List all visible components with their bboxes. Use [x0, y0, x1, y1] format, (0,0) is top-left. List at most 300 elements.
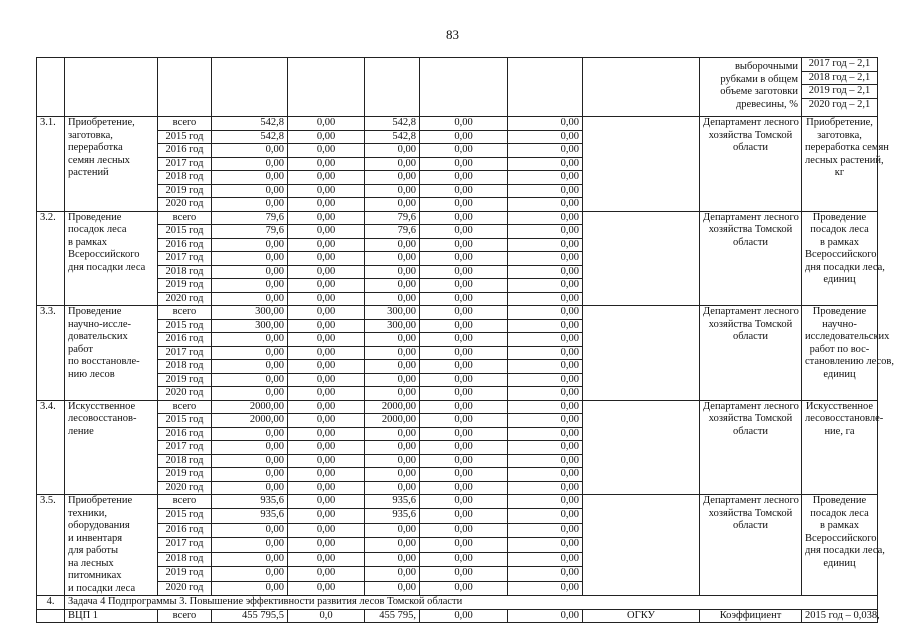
indicator-line: лесных растений,: [805, 154, 884, 166]
section-name-line: посадок леса: [68, 224, 127, 235]
federal-cell: 0,00: [288, 144, 365, 158]
section-name: [65, 306, 158, 401]
total-cell: 0,00: [212, 427, 288, 441]
section-name-line: Проведение: [68, 211, 122, 223]
other-cell: 0,00: [508, 144, 583, 158]
task-row: [37, 596, 878, 610]
regional-cell: 0,00: [365, 157, 420, 171]
total-cell: 300,00: [212, 306, 288, 320]
federal-cell: 0,00: [288, 538, 365, 552]
other-cell: 0,00: [508, 198, 583, 212]
section-name-line: техники,: [68, 507, 107, 519]
local-cell: 0,00: [420, 225, 508, 239]
total-cell: 0,00: [212, 238, 288, 252]
period-cell: 2016 год: [158, 144, 212, 158]
section-name-line: Искусственное: [68, 400, 136, 412]
total-cell: 0,00: [212, 468, 288, 482]
total-cell: 0,00: [212, 360, 288, 374]
executor-line: Департамент лесного: [703, 211, 799, 223]
total-cell: 0,00: [212, 198, 288, 212]
empty-cell: [158, 58, 212, 117]
local-cell: 0,00: [420, 252, 508, 266]
empty-cell: [583, 400, 700, 495]
regional-cell: 0,00: [365, 523, 420, 537]
other-cell: 0,00: [508, 567, 583, 581]
other-cell: 0,00: [508, 306, 583, 320]
total-cell: 2000,00: [212, 414, 288, 428]
regional-cell: 79,6: [365, 225, 420, 239]
local-cell: 0,00: [420, 184, 508, 198]
period-cell: 2020 год: [158, 481, 212, 495]
target-value: 2017 год – 2,1: [802, 58, 877, 72]
executor-line: области: [732, 425, 769, 437]
federal-cell: 0,00: [288, 427, 365, 441]
local-cell: 0,00: [420, 387, 508, 401]
federal-cell: 0,00: [288, 567, 365, 581]
local-cell: 0,00: [420, 414, 508, 428]
period-cell: 2019 год: [158, 468, 212, 482]
total-cell: 0,00: [212, 292, 288, 306]
total-cell: 0,00: [212, 184, 288, 198]
other-cell: 0,00: [508, 225, 583, 239]
federal-cell: 0,00: [288, 238, 365, 252]
federal-cell: 0,00: [288, 117, 365, 131]
section-name-line: Приобретение,: [68, 117, 135, 128]
total-cell: 79,6: [212, 225, 288, 239]
indicator-line: единиц: [823, 557, 856, 569]
federal-cell: 0,00: [288, 292, 365, 306]
indicator-line: Всероссийского: [805, 532, 877, 544]
period-cell: всего: [158, 400, 212, 414]
target-value: 2015 год – 0,038,: [802, 609, 878, 623]
period-cell: 2016 год: [158, 238, 212, 252]
section-name-line: работ: [68, 343, 93, 355]
indicator-line: дня посадки леса,: [805, 545, 885, 556]
other-cell: 0,00: [508, 468, 583, 482]
local-cell: 0,00: [420, 567, 508, 581]
empty-cell: [583, 117, 700, 212]
other-cell: 0,00: [508, 441, 583, 455]
indicator-line: исследовательских: [805, 331, 890, 342]
local-cell: 0,00: [420, 265, 508, 279]
period-cell: 2018 год: [158, 360, 212, 374]
total-cell: 0,00: [212, 552, 288, 566]
federal-cell: 0,00: [288, 523, 365, 537]
period-cell: всего: [158, 306, 212, 320]
empty-cell: [288, 58, 365, 117]
local-cell: 0,00: [420, 552, 508, 566]
indicator-cell: [802, 306, 894, 401]
table-row: [37, 609, 878, 623]
other-cell: 0,00: [508, 523, 583, 537]
federal-cell: 0,00: [288, 509, 365, 523]
federal-cell: 0,00: [288, 333, 365, 347]
period-cell: 2017 год: [158, 157, 212, 171]
local-cell: 0,00: [420, 360, 508, 374]
federal-cell: 0,00: [288, 252, 365, 266]
local-cell: 0,00: [420, 211, 508, 225]
regional-cell: 2000,00: [365, 414, 420, 428]
federal-cell: 0,00: [288, 581, 365, 595]
regional-cell: 0,00: [365, 481, 420, 495]
indicator-line: становлению лесов,: [805, 356, 894, 367]
regional-cell: 0,00: [365, 265, 420, 279]
total-cell: 0,00: [212, 346, 288, 360]
executor-line: хозяйства Томской: [708, 318, 793, 330]
other-cell: 0,00: [508, 292, 583, 306]
local-cell: 0,00: [420, 468, 508, 482]
federal-cell: 0,00: [288, 360, 365, 374]
section-name-line: Приобретение: [68, 495, 133, 506]
regional-cell: 0,00: [365, 441, 420, 455]
indicator-cell: [802, 495, 885, 596]
program-name: ВЦП 1: [65, 609, 158, 623]
indicator-line: научно-: [822, 318, 857, 330]
federal-cell: 0,00: [288, 306, 365, 320]
regional-cell: 542,8: [365, 117, 420, 131]
table-row: [37, 117, 878, 131]
indicator-line: Всероссийского: [805, 249, 877, 260]
indicator-line: заготовка,: [817, 129, 862, 141]
total-cell: 935,6: [212, 495, 288, 509]
federal-cell: 0,00: [288, 414, 365, 428]
empty-cell: [365, 58, 420, 117]
regional-cell: 0,00: [365, 346, 420, 360]
section-name-line: дня посадки леса: [68, 261, 146, 273]
indicator-line: Искусственное: [805, 400, 874, 412]
federal-cell: 0,00: [288, 198, 365, 212]
executor-line: хозяйства Томской: [708, 129, 793, 141]
local-cell: 0,00: [420, 130, 508, 144]
regional-cell: 455 795,: [365, 609, 420, 623]
local-cell: 0,00: [420, 157, 508, 171]
empty-cell: [37, 58, 65, 117]
total-cell: 0,00: [212, 171, 288, 185]
regional-cell: 300,00: [365, 319, 420, 333]
executor-line: области: [732, 236, 769, 248]
total-cell: 79,6: [212, 211, 288, 225]
period-cell: 2017 год: [158, 441, 212, 455]
federal-cell: 0,00: [288, 387, 365, 401]
section-number: 3.1.: [37, 117, 65, 212]
total-cell: 0,00: [212, 157, 288, 171]
period-cell: 2016 год: [158, 427, 212, 441]
regional-cell: 0,00: [365, 373, 420, 387]
federal-cell: 0,00: [288, 265, 365, 279]
federal-cell: 0,00: [288, 319, 365, 333]
local-cell: 0,00: [420, 495, 508, 509]
period-cell: 2018 год: [158, 171, 212, 185]
indicator-line: древесины, %: [735, 98, 798, 110]
executor-cell: [700, 495, 802, 596]
executor-line: хозяйства Томской: [708, 224, 793, 235]
total-cell: 0,00: [212, 373, 288, 387]
other-cell: 0,00: [508, 333, 583, 347]
top-values-cell: [802, 58, 878, 117]
table-row: [37, 211, 878, 225]
other-cell: 0,00: [508, 481, 583, 495]
total-cell: 0,00: [212, 279, 288, 293]
executor-cell: [700, 306, 802, 401]
task-number: 4.: [37, 596, 65, 610]
total-cell: 300,00: [212, 319, 288, 333]
period-cell: 2017 год: [158, 252, 212, 266]
regional-cell: 0,00: [365, 567, 420, 581]
regional-cell: 0,00: [365, 292, 420, 306]
section-number: 3.3.: [37, 306, 65, 401]
period-cell: 2015 год: [158, 414, 212, 428]
other-cell: 0,00: [508, 265, 583, 279]
federal-cell: 0,00: [288, 481, 365, 495]
indicator-line: в рамках: [820, 236, 859, 248]
indicator-line: Приобретение,: [806, 117, 873, 128]
period-cell: всего: [158, 117, 212, 131]
regional-cell: 0,00: [365, 184, 420, 198]
period-cell: 2015 год: [158, 319, 212, 333]
regional-cell: 542,8: [365, 130, 420, 144]
total-cell: 0,00: [212, 581, 288, 595]
empty-cell: [583, 58, 700, 117]
local-cell: 0,00: [420, 117, 508, 131]
section-number: 3.5.: [37, 495, 65, 596]
other-cell: 0,00: [508, 509, 583, 523]
total-cell: 455 795,5: [212, 609, 288, 623]
empty-cell: [583, 211, 700, 306]
section-name-line: переработка: [68, 142, 123, 153]
other-cell: 0,00: [508, 211, 583, 225]
section-name-line: на лесных: [68, 557, 114, 569]
indicator-line: работ по вос-: [809, 343, 870, 355]
regional-cell: 0,00: [365, 427, 420, 441]
local-cell: 0,00: [420, 523, 508, 537]
table-row: [37, 306, 878, 320]
total-cell: 0,00: [212, 144, 288, 158]
period-cell: 2019 год: [158, 567, 212, 581]
regional-cell: 0,00: [365, 360, 420, 374]
period-cell: 2020 год: [158, 292, 212, 306]
section-name-line: питомниках: [68, 570, 122, 581]
total-cell: 0,00: [212, 387, 288, 401]
total-cell: 0,00: [212, 481, 288, 495]
other-cell: 0,00: [508, 171, 583, 185]
regional-cell: 79,6: [365, 211, 420, 225]
other-cell: 0,00: [508, 346, 583, 360]
regional-cell: 0,00: [365, 538, 420, 552]
empty-cell: [583, 495, 700, 596]
local-cell: 0,00: [420, 238, 508, 252]
other-cell: 0,00: [508, 414, 583, 428]
section-name-line: лесовосстанов-: [68, 413, 137, 424]
period-cell: всего: [158, 609, 212, 623]
section-name-line: довательских: [68, 331, 128, 342]
executor-line: Департамент лесного: [703, 400, 799, 412]
regional-cell: 935,6: [365, 509, 420, 523]
local-cell: 0,00: [420, 279, 508, 293]
local-cell: 0,00: [420, 538, 508, 552]
total-cell: 0,00: [212, 333, 288, 347]
indicator-cell: Коэффициент: [700, 609, 802, 623]
period-cell: 2020 год: [158, 581, 212, 595]
period-cell: 2018 год: [158, 454, 212, 468]
period-cell: 2019 год: [158, 373, 212, 387]
period-cell: 2019 год: [158, 184, 212, 198]
section-name-line: научно-иссле-: [68, 318, 131, 330]
empty-cell: [65, 58, 158, 117]
total-cell: 0,00: [212, 567, 288, 581]
empty-cell: [420, 58, 508, 117]
local-cell: 0,00: [420, 292, 508, 306]
local-cell: 0,00: [420, 144, 508, 158]
regional-cell: 0,00: [365, 454, 420, 468]
local-cell: 0,00: [420, 427, 508, 441]
regional-cell: 0,00: [365, 387, 420, 401]
period-cell: 2017 год: [158, 346, 212, 360]
section-name-line: и посадки леса: [68, 582, 136, 594]
local-cell: 0,00: [420, 346, 508, 360]
total-cell: 0,00: [212, 538, 288, 552]
program-table: [36, 57, 894, 623]
indicator-line: ние, га: [824, 425, 855, 437]
federal-cell: 0,00: [288, 171, 365, 185]
other-cell: 0,00: [508, 319, 583, 333]
other-cell: 0,00: [508, 609, 583, 623]
other-cell: 0,00: [508, 552, 583, 566]
section-number: 3.4.: [37, 400, 65, 495]
executor-line: области: [732, 331, 769, 342]
period-cell: 2020 год: [158, 387, 212, 401]
executor-line: Департамент лесного: [703, 495, 799, 506]
executor-cell: [700, 211, 802, 306]
regional-cell: 0,00: [365, 333, 420, 347]
other-cell: 0,00: [508, 252, 583, 266]
federal-cell: 0,00: [288, 400, 365, 414]
indicator-line: рубками в общем: [720, 73, 798, 85]
section-name-line: в рамках: [68, 236, 107, 248]
executor-line: области: [732, 142, 769, 153]
indicator-line: посадок леса: [810, 507, 869, 519]
executor-line: хозяйства Томской: [708, 507, 793, 519]
period-cell: 2015 год: [158, 225, 212, 239]
other-cell: 0,00: [508, 400, 583, 414]
indicator-line: объеме заготовки: [720, 86, 798, 97]
section-name-line: ление: [68, 425, 94, 437]
empty-cell: [212, 58, 288, 117]
regional-cell: 0,00: [365, 552, 420, 566]
regional-cell: 0,00: [365, 171, 420, 185]
indicator-line: дня посадки леса,: [805, 261, 885, 273]
section-name-line: оборудования: [68, 520, 130, 531]
federal-cell: 0,00: [288, 279, 365, 293]
total-cell: 0,00: [212, 265, 288, 279]
indicator-line: посадок леса: [810, 224, 869, 235]
federal-cell: 0,00: [288, 184, 365, 198]
other-cell: 0,00: [508, 279, 583, 293]
task-text: Задача 4 Подпрограммы 3. Повышение эффективности развития лесов Томской области: [65, 596, 878, 610]
other-cell: 0,00: [508, 238, 583, 252]
total-cell: 0,00: [212, 523, 288, 537]
executor-cell: [700, 400, 802, 495]
other-cell: 0,00: [508, 184, 583, 198]
period-cell: 2018 год: [158, 265, 212, 279]
other-cell: 0,00: [508, 538, 583, 552]
regional-cell: 0,00: [365, 198, 420, 212]
regional-cell: 0,00: [365, 581, 420, 595]
empty-cell: [508, 58, 583, 117]
local-cell: 0,00: [420, 454, 508, 468]
other-cell: 0,00: [508, 130, 583, 144]
indicator-cell: [802, 400, 884, 495]
federal-cell: 0,00: [288, 373, 365, 387]
total-cell: 0,00: [212, 454, 288, 468]
other-cell: 0,00: [508, 387, 583, 401]
period-cell: 2016 год: [158, 523, 212, 537]
regional-cell: 2000,00: [365, 400, 420, 414]
table-body: [37, 58, 894, 623]
section-name-line: Всероссийского: [68, 249, 140, 260]
period-cell: 2017 год: [158, 538, 212, 552]
period-cell: всего: [158, 495, 212, 509]
page-number: 83: [446, 27, 459, 42]
period-cell: 2015 год: [158, 130, 212, 144]
empty-cell: [37, 609, 65, 623]
federal-cell: 0,00: [288, 157, 365, 171]
local-cell: 0,00: [420, 400, 508, 414]
section-name-line: заготовка,: [68, 129, 113, 141]
section-name: [65, 211, 158, 306]
local-cell: 0,00: [420, 373, 508, 387]
total-cell: 935,6: [212, 509, 288, 523]
federal-cell: 0,00: [288, 552, 365, 566]
other-cell: 0,00: [508, 373, 583, 387]
regional-cell: 0,00: [365, 144, 420, 158]
indicator-line: Проведение: [812, 211, 867, 223]
target-value: 2020 год – 2,1: [808, 98, 871, 110]
indicator-line: лесовосстановле-: [805, 413, 884, 424]
section-name-line: нию лесов: [68, 368, 115, 380]
period-cell: 2019 год: [158, 279, 212, 293]
period-cell: 2020 год: [158, 198, 212, 212]
federal-cell: 0,0: [288, 609, 365, 623]
total-cell: 0,00: [212, 252, 288, 266]
federal-cell: 0,00: [288, 454, 365, 468]
section-name-line: семян лесных: [68, 154, 130, 166]
indicator-cell: [802, 211, 885, 306]
section-name-line: для работы: [68, 545, 119, 556]
section-name-line: Проведение: [68, 306, 122, 317]
federal-cell: 0,00: [288, 495, 365, 509]
other-cell: 0,00: [508, 495, 583, 509]
table-row: [37, 495, 878, 509]
table-row: [37, 400, 878, 414]
section-number: 3.2.: [37, 211, 65, 306]
indicator-line: Проведение: [812, 495, 867, 506]
other-cell: 0,00: [508, 157, 583, 171]
empty-cell: [583, 306, 700, 401]
regional-cell: 0,00: [365, 468, 420, 482]
table-top-row: [37, 58, 878, 117]
period-cell: 2015 год: [158, 509, 212, 523]
indicator-line: переработка семян: [805, 142, 889, 153]
local-cell: 0,00: [420, 481, 508, 495]
local-cell: 0,00: [420, 171, 508, 185]
executor-line: области: [732, 520, 769, 531]
regional-cell: 0,00: [365, 252, 420, 266]
other-cell: 0,00: [508, 454, 583, 468]
indicator-cell: [802, 117, 889, 212]
target-value: 2019 год – 2,1: [802, 85, 877, 99]
other-cell: 0,00: [508, 117, 583, 131]
regional-cell: 0,00: [365, 238, 420, 252]
